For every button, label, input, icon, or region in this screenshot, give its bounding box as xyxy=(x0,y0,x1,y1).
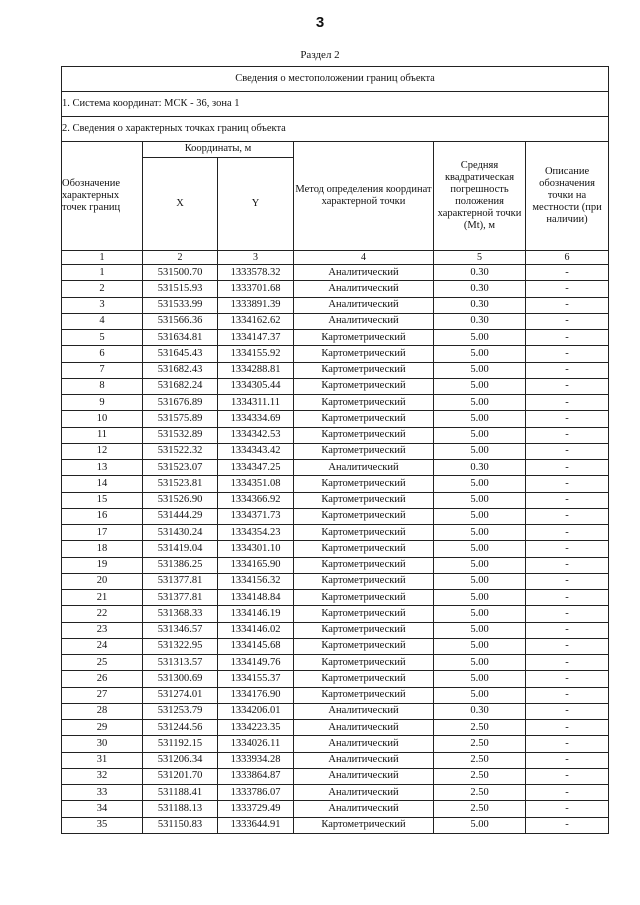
coordinate-system: 1. Система координат: МСК - 36, зона 1 xyxy=(62,92,609,117)
point-number-cell: 8 xyxy=(62,378,143,394)
table-row xyxy=(62,411,609,427)
description-cell: - xyxy=(526,330,609,346)
table-row xyxy=(62,395,609,411)
point-number-cell: 28 xyxy=(62,703,143,719)
table-row xyxy=(62,476,609,492)
description-cell: - xyxy=(526,590,609,606)
description-cell: - xyxy=(526,541,609,557)
error-cell: 5.00 xyxy=(434,590,526,606)
description-cell: - xyxy=(526,655,609,671)
method-cell: Картометрический xyxy=(294,476,434,492)
error-cell: 5.00 xyxy=(434,427,526,443)
x-cell: 531313.57 xyxy=(143,655,218,671)
y-cell: 1334305.44 xyxy=(218,378,294,394)
table-row xyxy=(62,525,609,541)
table-row xyxy=(62,671,609,687)
table-row xyxy=(62,573,609,589)
method-cell: Картометрический xyxy=(294,411,434,427)
table-row xyxy=(62,297,609,313)
error-cell: 5.00 xyxy=(434,622,526,638)
point-number-cell: 12 xyxy=(62,443,143,459)
point-number-cell: 34 xyxy=(62,801,143,817)
description-cell: - xyxy=(526,622,609,638)
table-row xyxy=(62,346,609,362)
error-cell: 0.30 xyxy=(434,703,526,719)
y-cell: 1334206.01 xyxy=(218,703,294,719)
x-cell: 531430.24 xyxy=(143,525,218,541)
error-cell: 5.00 xyxy=(434,525,526,541)
description-cell: - xyxy=(526,525,609,541)
error-cell: 5.00 xyxy=(434,573,526,589)
table-row xyxy=(62,427,609,443)
description-cell: - xyxy=(526,638,609,654)
x-cell: 531150.83 xyxy=(143,817,218,833)
column-number: 5 xyxy=(434,251,526,265)
description-cell: - xyxy=(526,703,609,719)
error-cell: 0.30 xyxy=(434,313,526,329)
point-number-cell: 23 xyxy=(62,622,143,638)
method-cell: Картометрический xyxy=(294,378,434,394)
error-cell: 5.00 xyxy=(434,411,526,427)
y-cell: 1334146.02 xyxy=(218,622,294,638)
description-cell: - xyxy=(526,443,609,459)
y-cell: 1334334.69 xyxy=(218,411,294,427)
y-cell: 1333934.28 xyxy=(218,752,294,768)
column-numbers-row xyxy=(62,251,609,265)
table-row xyxy=(62,378,609,394)
error-cell: 5.00 xyxy=(434,443,526,459)
point-number-cell: 22 xyxy=(62,606,143,622)
point-number-cell: 11 xyxy=(62,427,143,443)
x-cell: 531188.41 xyxy=(143,785,218,801)
point-number-cell: 27 xyxy=(62,687,143,703)
table-row xyxy=(62,785,609,801)
table-row xyxy=(62,768,609,784)
x-cell: 531322.95 xyxy=(143,638,218,654)
method-cell: Картометрический xyxy=(294,443,434,459)
method-cell: Аналитический xyxy=(294,281,434,297)
method-cell: Картометрический xyxy=(294,557,434,573)
description-cell: - xyxy=(526,785,609,801)
table-row xyxy=(62,313,609,329)
method-cell: Аналитический xyxy=(294,736,434,752)
description-cell: - xyxy=(526,687,609,703)
x-cell: 531523.81 xyxy=(143,476,218,492)
method-cell: Картометрический xyxy=(294,590,434,606)
y-cell: 1334026.11 xyxy=(218,736,294,752)
method-cell: Аналитический xyxy=(294,785,434,801)
description-cell: - xyxy=(526,313,609,329)
description-cell: - xyxy=(526,508,609,524)
point-number-cell: 25 xyxy=(62,655,143,671)
y-cell: 1333578.32 xyxy=(218,265,294,281)
method-cell: Аналитический xyxy=(294,265,434,281)
x-cell: 531377.81 xyxy=(143,573,218,589)
description-cell: - xyxy=(526,427,609,443)
error-cell: 5.00 xyxy=(434,606,526,622)
table-row xyxy=(62,736,609,752)
description-cell: - xyxy=(526,362,609,378)
x-cell: 531253.79 xyxy=(143,703,218,719)
method-cell: Картометрический xyxy=(294,525,434,541)
error-cell: 5.00 xyxy=(434,330,526,346)
point-number-cell: 6 xyxy=(62,346,143,362)
y-cell: 1334371.73 xyxy=(218,508,294,524)
method-cell: Картометрический xyxy=(294,395,434,411)
column-number: 6 xyxy=(526,251,609,265)
description-cell: - xyxy=(526,801,609,817)
table-row xyxy=(62,281,609,297)
method-cell: Картометрический xyxy=(294,492,434,508)
y-cell: 1333701.68 xyxy=(218,281,294,297)
error-cell: 2.50 xyxy=(434,801,526,817)
method-cell: Картометрический xyxy=(294,655,434,671)
description-cell: - xyxy=(526,492,609,508)
x-cell: 531244.56 xyxy=(143,720,218,736)
column-number: 4 xyxy=(294,251,434,265)
y-cell: 1334354.23 xyxy=(218,525,294,541)
description-cell: - xyxy=(526,817,609,833)
x-cell: 531201.70 xyxy=(143,768,218,784)
table-row xyxy=(62,330,609,346)
point-number-cell: 26 xyxy=(62,671,143,687)
description-cell: - xyxy=(526,265,609,281)
x-cell: 531682.24 xyxy=(143,378,218,394)
point-number-cell: 31 xyxy=(62,752,143,768)
x-cell: 531532.89 xyxy=(143,427,218,443)
header-method: Метод определения координат характерной точки xyxy=(294,142,434,251)
point-number-cell: 4 xyxy=(62,313,143,329)
y-cell: 1334149.76 xyxy=(218,655,294,671)
method-cell: Картометрический xyxy=(294,671,434,687)
error-cell: 2.50 xyxy=(434,736,526,752)
boundary-points-table xyxy=(61,66,609,834)
y-cell: 1333729.49 xyxy=(218,801,294,817)
point-number-cell: 10 xyxy=(62,411,143,427)
method-cell: Аналитический xyxy=(294,752,434,768)
error-cell: 5.00 xyxy=(434,557,526,573)
x-cell: 531515.93 xyxy=(143,281,218,297)
table-row xyxy=(62,362,609,378)
point-number-cell: 33 xyxy=(62,785,143,801)
table-row xyxy=(62,655,609,671)
error-cell: 5.00 xyxy=(434,817,526,833)
x-cell: 531368.33 xyxy=(143,606,218,622)
table-row xyxy=(62,622,609,638)
y-cell: 1334342.53 xyxy=(218,427,294,443)
method-cell: Картометрический xyxy=(294,573,434,589)
table-row xyxy=(62,752,609,768)
y-cell: 1334146.19 xyxy=(218,606,294,622)
y-cell: 1334165.90 xyxy=(218,557,294,573)
table-row xyxy=(62,606,609,622)
method-cell: Картометрический xyxy=(294,362,434,378)
description-cell: - xyxy=(526,281,609,297)
error-cell: 2.50 xyxy=(434,720,526,736)
method-cell: Картометрический xyxy=(294,606,434,622)
description-cell: - xyxy=(526,460,609,476)
description-cell: - xyxy=(526,297,609,313)
method-cell: Картометрический xyxy=(294,330,434,346)
x-cell: 531500.70 xyxy=(143,265,218,281)
point-number-cell: 15 xyxy=(62,492,143,508)
x-cell: 531386.25 xyxy=(143,557,218,573)
point-number-cell: 21 xyxy=(62,590,143,606)
method-cell: Картометрический xyxy=(294,346,434,362)
point-number-cell: 18 xyxy=(62,541,143,557)
description-cell: - xyxy=(526,411,609,427)
y-cell: 1333644.91 xyxy=(218,817,294,833)
y-cell: 1334288.81 xyxy=(218,362,294,378)
description-cell: - xyxy=(526,736,609,752)
error-cell: 2.50 xyxy=(434,752,526,768)
x-cell: 531566.36 xyxy=(143,313,218,329)
y-cell: 1334311.11 xyxy=(218,395,294,411)
method-cell: Картометрический xyxy=(294,508,434,524)
table-row xyxy=(62,557,609,573)
x-cell: 531575.89 xyxy=(143,411,218,427)
error-cell: 2.50 xyxy=(434,768,526,784)
description-cell: - xyxy=(526,378,609,394)
point-number-cell: 29 xyxy=(62,720,143,736)
y-cell: 1334301.10 xyxy=(218,541,294,557)
method-cell: Картометрический xyxy=(294,427,434,443)
error-cell: 0.30 xyxy=(434,265,526,281)
y-cell: 1334366.92 xyxy=(218,492,294,508)
method-cell: Картометрический xyxy=(294,622,434,638)
y-cell: 1333891.39 xyxy=(218,297,294,313)
error-cell: 5.00 xyxy=(434,476,526,492)
method-cell: Картометрический xyxy=(294,687,434,703)
points-heading: 2. Сведения о характерных точках границ объекта xyxy=(62,117,609,142)
table-row xyxy=(62,590,609,606)
table-row xyxy=(62,460,609,476)
method-cell: Картометрический xyxy=(294,638,434,654)
table-row xyxy=(62,638,609,654)
method-cell: Аналитический xyxy=(294,460,434,476)
method-cell: Аналитический xyxy=(294,703,434,719)
header-error: Средняя квадратическая погрешность положения характерной точки (Mt), м xyxy=(434,142,526,251)
x-cell: 531522.32 xyxy=(143,443,218,459)
point-number-cell: 35 xyxy=(62,817,143,833)
error-cell: 0.30 xyxy=(434,297,526,313)
table-title: Сведения о местоположении границ объекта xyxy=(62,67,609,92)
table-row xyxy=(62,508,609,524)
error-cell: 5.00 xyxy=(434,671,526,687)
description-cell: - xyxy=(526,395,609,411)
point-number-cell: 19 xyxy=(62,557,143,573)
page-number: 3 xyxy=(315,14,325,31)
table-row xyxy=(62,265,609,281)
method-cell: Аналитический xyxy=(294,297,434,313)
x-cell: 531346.57 xyxy=(143,622,218,638)
description-cell: - xyxy=(526,557,609,573)
description-cell: - xyxy=(526,346,609,362)
point-number-cell: 5 xyxy=(62,330,143,346)
error-cell: 5.00 xyxy=(434,638,526,654)
error-cell: 5.00 xyxy=(434,346,526,362)
error-cell: 2.50 xyxy=(434,785,526,801)
x-cell: 531192.15 xyxy=(143,736,218,752)
x-cell: 531526.90 xyxy=(143,492,218,508)
error-cell: 0.30 xyxy=(434,281,526,297)
y-cell: 1334343.42 xyxy=(218,443,294,459)
x-cell: 531419.04 xyxy=(143,541,218,557)
description-cell: - xyxy=(526,720,609,736)
method-cell: Аналитический xyxy=(294,801,434,817)
point-number-cell: 7 xyxy=(62,362,143,378)
point-number-cell: 2 xyxy=(62,281,143,297)
point-number-cell: 24 xyxy=(62,638,143,654)
method-cell: Аналитический xyxy=(294,768,434,784)
y-cell: 1334156.32 xyxy=(218,573,294,589)
point-number-cell: 9 xyxy=(62,395,143,411)
x-cell: 531206.34 xyxy=(143,752,218,768)
y-cell: 1334155.37 xyxy=(218,671,294,687)
header-y: Y xyxy=(218,158,294,251)
table-row xyxy=(62,817,609,833)
y-cell: 1334162.62 xyxy=(218,313,294,329)
error-cell: 5.00 xyxy=(434,541,526,557)
table-row xyxy=(62,443,609,459)
table-row xyxy=(62,703,609,719)
error-cell: 5.00 xyxy=(434,492,526,508)
point-number-cell: 14 xyxy=(62,476,143,492)
table-row xyxy=(62,801,609,817)
error-cell: 5.00 xyxy=(434,378,526,394)
y-cell: 1334147.37 xyxy=(218,330,294,346)
method-cell: Картометрический xyxy=(294,817,434,833)
error-cell: 5.00 xyxy=(434,362,526,378)
table-row xyxy=(62,492,609,508)
description-cell: - xyxy=(526,606,609,622)
y-cell: 1334351.08 xyxy=(218,476,294,492)
header-description: Описание обозначения точки на местности (при наличии) xyxy=(526,142,609,251)
point-number-cell: 16 xyxy=(62,508,143,524)
header-x: X xyxy=(143,158,218,251)
description-cell: - xyxy=(526,768,609,784)
column-number: 3 xyxy=(218,251,294,265)
header-coordinates: Координаты, м xyxy=(143,142,294,158)
x-cell: 531533.99 xyxy=(143,297,218,313)
method-cell: Картометрический xyxy=(294,541,434,557)
column-number: 1 xyxy=(62,251,143,265)
description-cell: - xyxy=(526,476,609,492)
method-cell: Аналитический xyxy=(294,313,434,329)
x-cell: 531377.81 xyxy=(143,590,218,606)
x-cell: 531444.29 xyxy=(143,508,218,524)
x-cell: 531300.69 xyxy=(143,671,218,687)
section-label: Раздел 2 xyxy=(300,49,340,61)
error-cell: 5.00 xyxy=(434,687,526,703)
x-cell: 531645.43 xyxy=(143,346,218,362)
description-cell: - xyxy=(526,573,609,589)
point-number-cell: 3 xyxy=(62,297,143,313)
description-cell: - xyxy=(526,671,609,687)
x-cell: 531274.01 xyxy=(143,687,218,703)
point-number-cell: 17 xyxy=(62,525,143,541)
error-cell: 0.30 xyxy=(434,460,526,476)
y-cell: 1334176.90 xyxy=(218,687,294,703)
x-cell: 531523.07 xyxy=(143,460,218,476)
y-cell: 1334155.92 xyxy=(218,346,294,362)
x-cell: 531188.13 xyxy=(143,801,218,817)
column-number: 2 xyxy=(143,251,218,265)
error-cell: 5.00 xyxy=(434,655,526,671)
error-cell: 5.00 xyxy=(434,508,526,524)
point-number-cell: 20 xyxy=(62,573,143,589)
y-cell: 1334145.68 xyxy=(218,638,294,654)
table-row xyxy=(62,720,609,736)
point-number-cell: 13 xyxy=(62,460,143,476)
point-number-cell: 1 xyxy=(62,265,143,281)
x-cell: 531634.81 xyxy=(143,330,218,346)
description-cell: - xyxy=(526,752,609,768)
x-cell: 531682.43 xyxy=(143,362,218,378)
point-number-cell: 30 xyxy=(62,736,143,752)
point-number-cell: 32 xyxy=(62,768,143,784)
y-cell: 1333864.87 xyxy=(218,768,294,784)
y-cell: 1334223.35 xyxy=(218,720,294,736)
x-cell: 531676.89 xyxy=(143,395,218,411)
y-cell: 1333786.07 xyxy=(218,785,294,801)
method-cell: Аналитический xyxy=(294,720,434,736)
table-row xyxy=(62,687,609,703)
error-cell: 5.00 xyxy=(434,395,526,411)
y-cell: 1334347.25 xyxy=(218,460,294,476)
header-designation: Обозначение характерных точек границ xyxy=(62,142,143,251)
table-row xyxy=(62,541,609,557)
y-cell: 1334148.84 xyxy=(218,590,294,606)
